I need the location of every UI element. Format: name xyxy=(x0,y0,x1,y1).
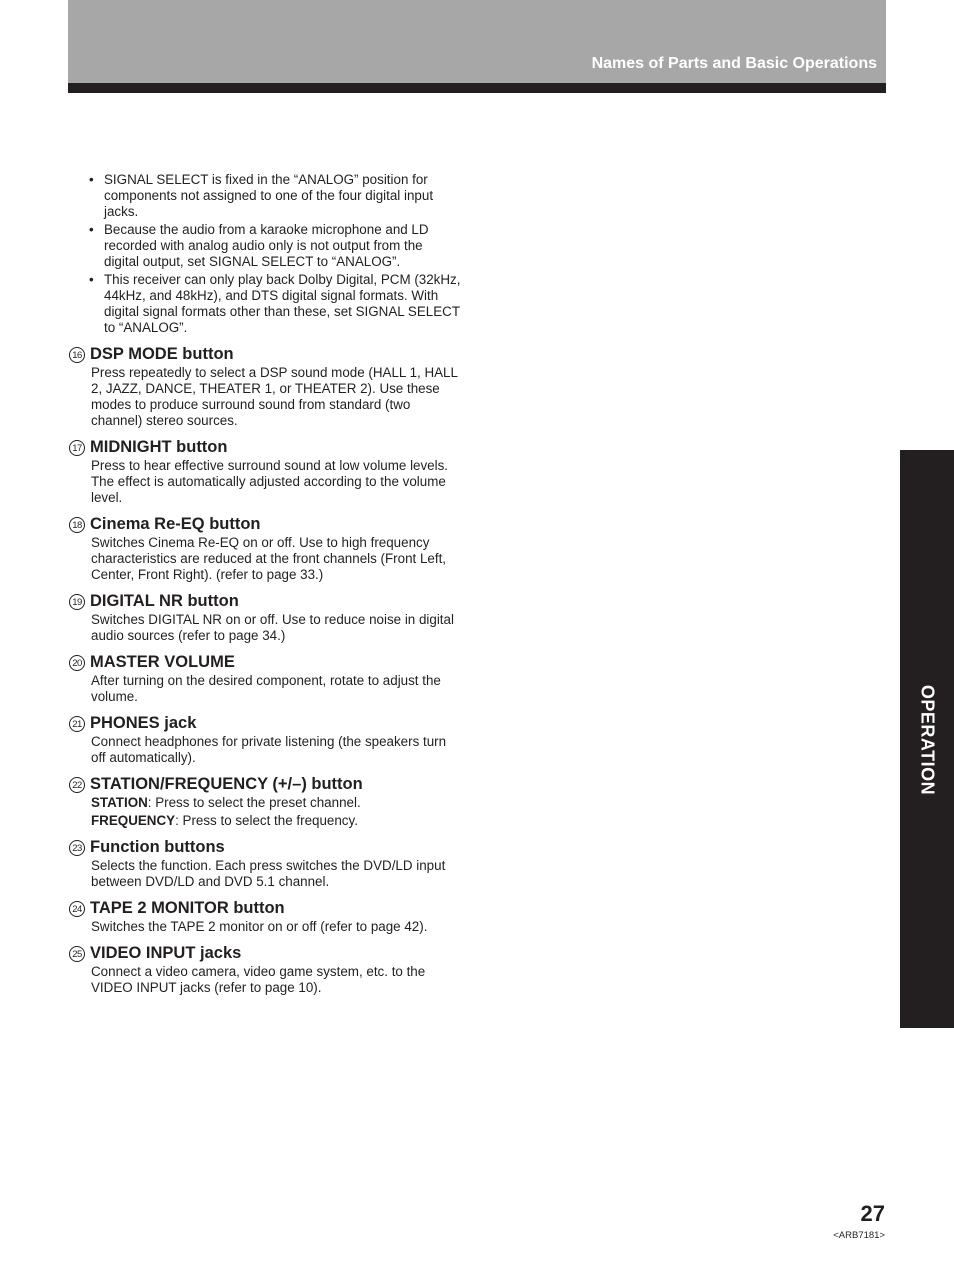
frequency-line xyxy=(91,813,461,829)
item-description: Switches DIGITAL NR on or off. Use to reduce noise in digital audio sources (refer to page 34.) xyxy=(91,612,454,643)
item-midnight-button xyxy=(69,437,461,506)
item-number-badge: 25 xyxy=(69,946,85,962)
item-cinema-re-eq-button xyxy=(69,514,461,583)
item-number-badge: 20 xyxy=(69,655,85,671)
station-text: : Press to select the preset channel. xyxy=(147,795,361,810)
section-title: Names of Parts and Basic Operations xyxy=(591,55,877,72)
item-title: MIDNIGHT button xyxy=(90,438,228,456)
section-side-tab xyxy=(900,450,954,1028)
item-description xyxy=(69,795,461,829)
item-title: VIDEO INPUT jacks xyxy=(90,944,242,962)
frequency-text: : Press to select the frequency. xyxy=(175,813,358,828)
item-description: After turning on the desired component, rotate to adjust the volume. xyxy=(91,673,441,704)
item-description: Selects the function. Each press switches the DVD/LD input between DVD/LD and DVD 5.1 channel. xyxy=(91,858,446,889)
item-number-badge: 16 xyxy=(69,347,85,363)
item-function-buttons xyxy=(69,837,461,890)
item-description: Press to hear effective surround sound at low volume levels. The effect is automatically adjusted according to the volume level. xyxy=(91,458,449,505)
item-number-badge: 21 xyxy=(69,716,85,732)
page-number: 27 xyxy=(860,1201,885,1226)
item-number-badge: 18 xyxy=(69,517,85,533)
item-digital-nr-button xyxy=(69,591,461,644)
item-master-volume xyxy=(69,652,461,705)
item-number-badge: 23 xyxy=(69,840,85,856)
item-description: Press repeatedly to select a DSP sound mode (HALL 1, HALL 2, JAZZ, DANCE, THEATER 1, or THEATER 2). Use these modes to produce surround sound from standard (two channel) stereo sources. xyxy=(91,365,458,428)
item-title: STATION/FREQUENCY (+/–) button xyxy=(90,775,363,793)
station-line xyxy=(91,795,461,811)
item-title: Function buttons xyxy=(90,838,225,856)
item-station-frequency-button xyxy=(69,774,461,829)
main-content xyxy=(69,172,461,996)
item-dsp-mode-button xyxy=(69,344,461,429)
item-description: Switches Cinema Re-EQ on or off. Use to high frequency characteristics are reduced at the front channels (Front Left, Center, Front Right). (refer to page 33.) xyxy=(91,535,447,582)
note-item: • This receiver can only play back Dolby Digital, PCM (32kHz, 44kHz, and 48kHz), and DTS digital signal formats. With digital signal formats other than these, set SIGNAL SELECT to “ANALOG”. xyxy=(69,272,461,336)
station-label: STATION xyxy=(91,795,148,810)
item-title: TAPE 2 MONITOR button xyxy=(90,899,285,917)
header-rule xyxy=(68,83,886,93)
item-number-badge: 24 xyxy=(69,901,85,917)
item-title: PHONES jack xyxy=(90,714,197,732)
item-title: DSP MODE button xyxy=(90,345,234,363)
header-bar xyxy=(68,0,886,83)
item-description: Connect headphones for private listening (the speakers turn off automatically). xyxy=(91,734,447,765)
item-number-badge: 17 xyxy=(69,440,85,456)
item-title: Cinema Re-EQ button xyxy=(90,515,261,533)
document-code: <ARB7181> xyxy=(833,1230,885,1241)
frequency-label: FREQUENCY xyxy=(91,813,176,828)
note-item: • Because the audio from a karaoke microphone and LD recorded with analog audio only is not output from the digital output, set SIGNAL SELECT to “ANALOG”. xyxy=(69,222,461,270)
item-title: MASTER VOLUME xyxy=(90,653,235,671)
note-list xyxy=(69,172,461,336)
item-video-input-jacks xyxy=(69,943,461,996)
item-number-badge: 22 xyxy=(69,777,85,793)
side-tab-label: OPERATION xyxy=(917,684,938,796)
item-number-badge: 19 xyxy=(69,594,85,610)
item-tape-2-monitor-button xyxy=(69,898,461,935)
note-item: • SIGNAL SELECT is fixed in the “ANALOG” position for components not assigned to one of the four digital input jacks. xyxy=(69,172,461,220)
item-description: Connect a video camera, video game system, etc. to the VIDEO INPUT jacks (refer to page 10). xyxy=(91,964,426,995)
item-title: DIGITAL NR button xyxy=(90,592,239,610)
item-phones-jack xyxy=(69,713,461,766)
item-description: Switches the TAPE 2 monitor on or off (refer to page 42). xyxy=(91,919,428,934)
